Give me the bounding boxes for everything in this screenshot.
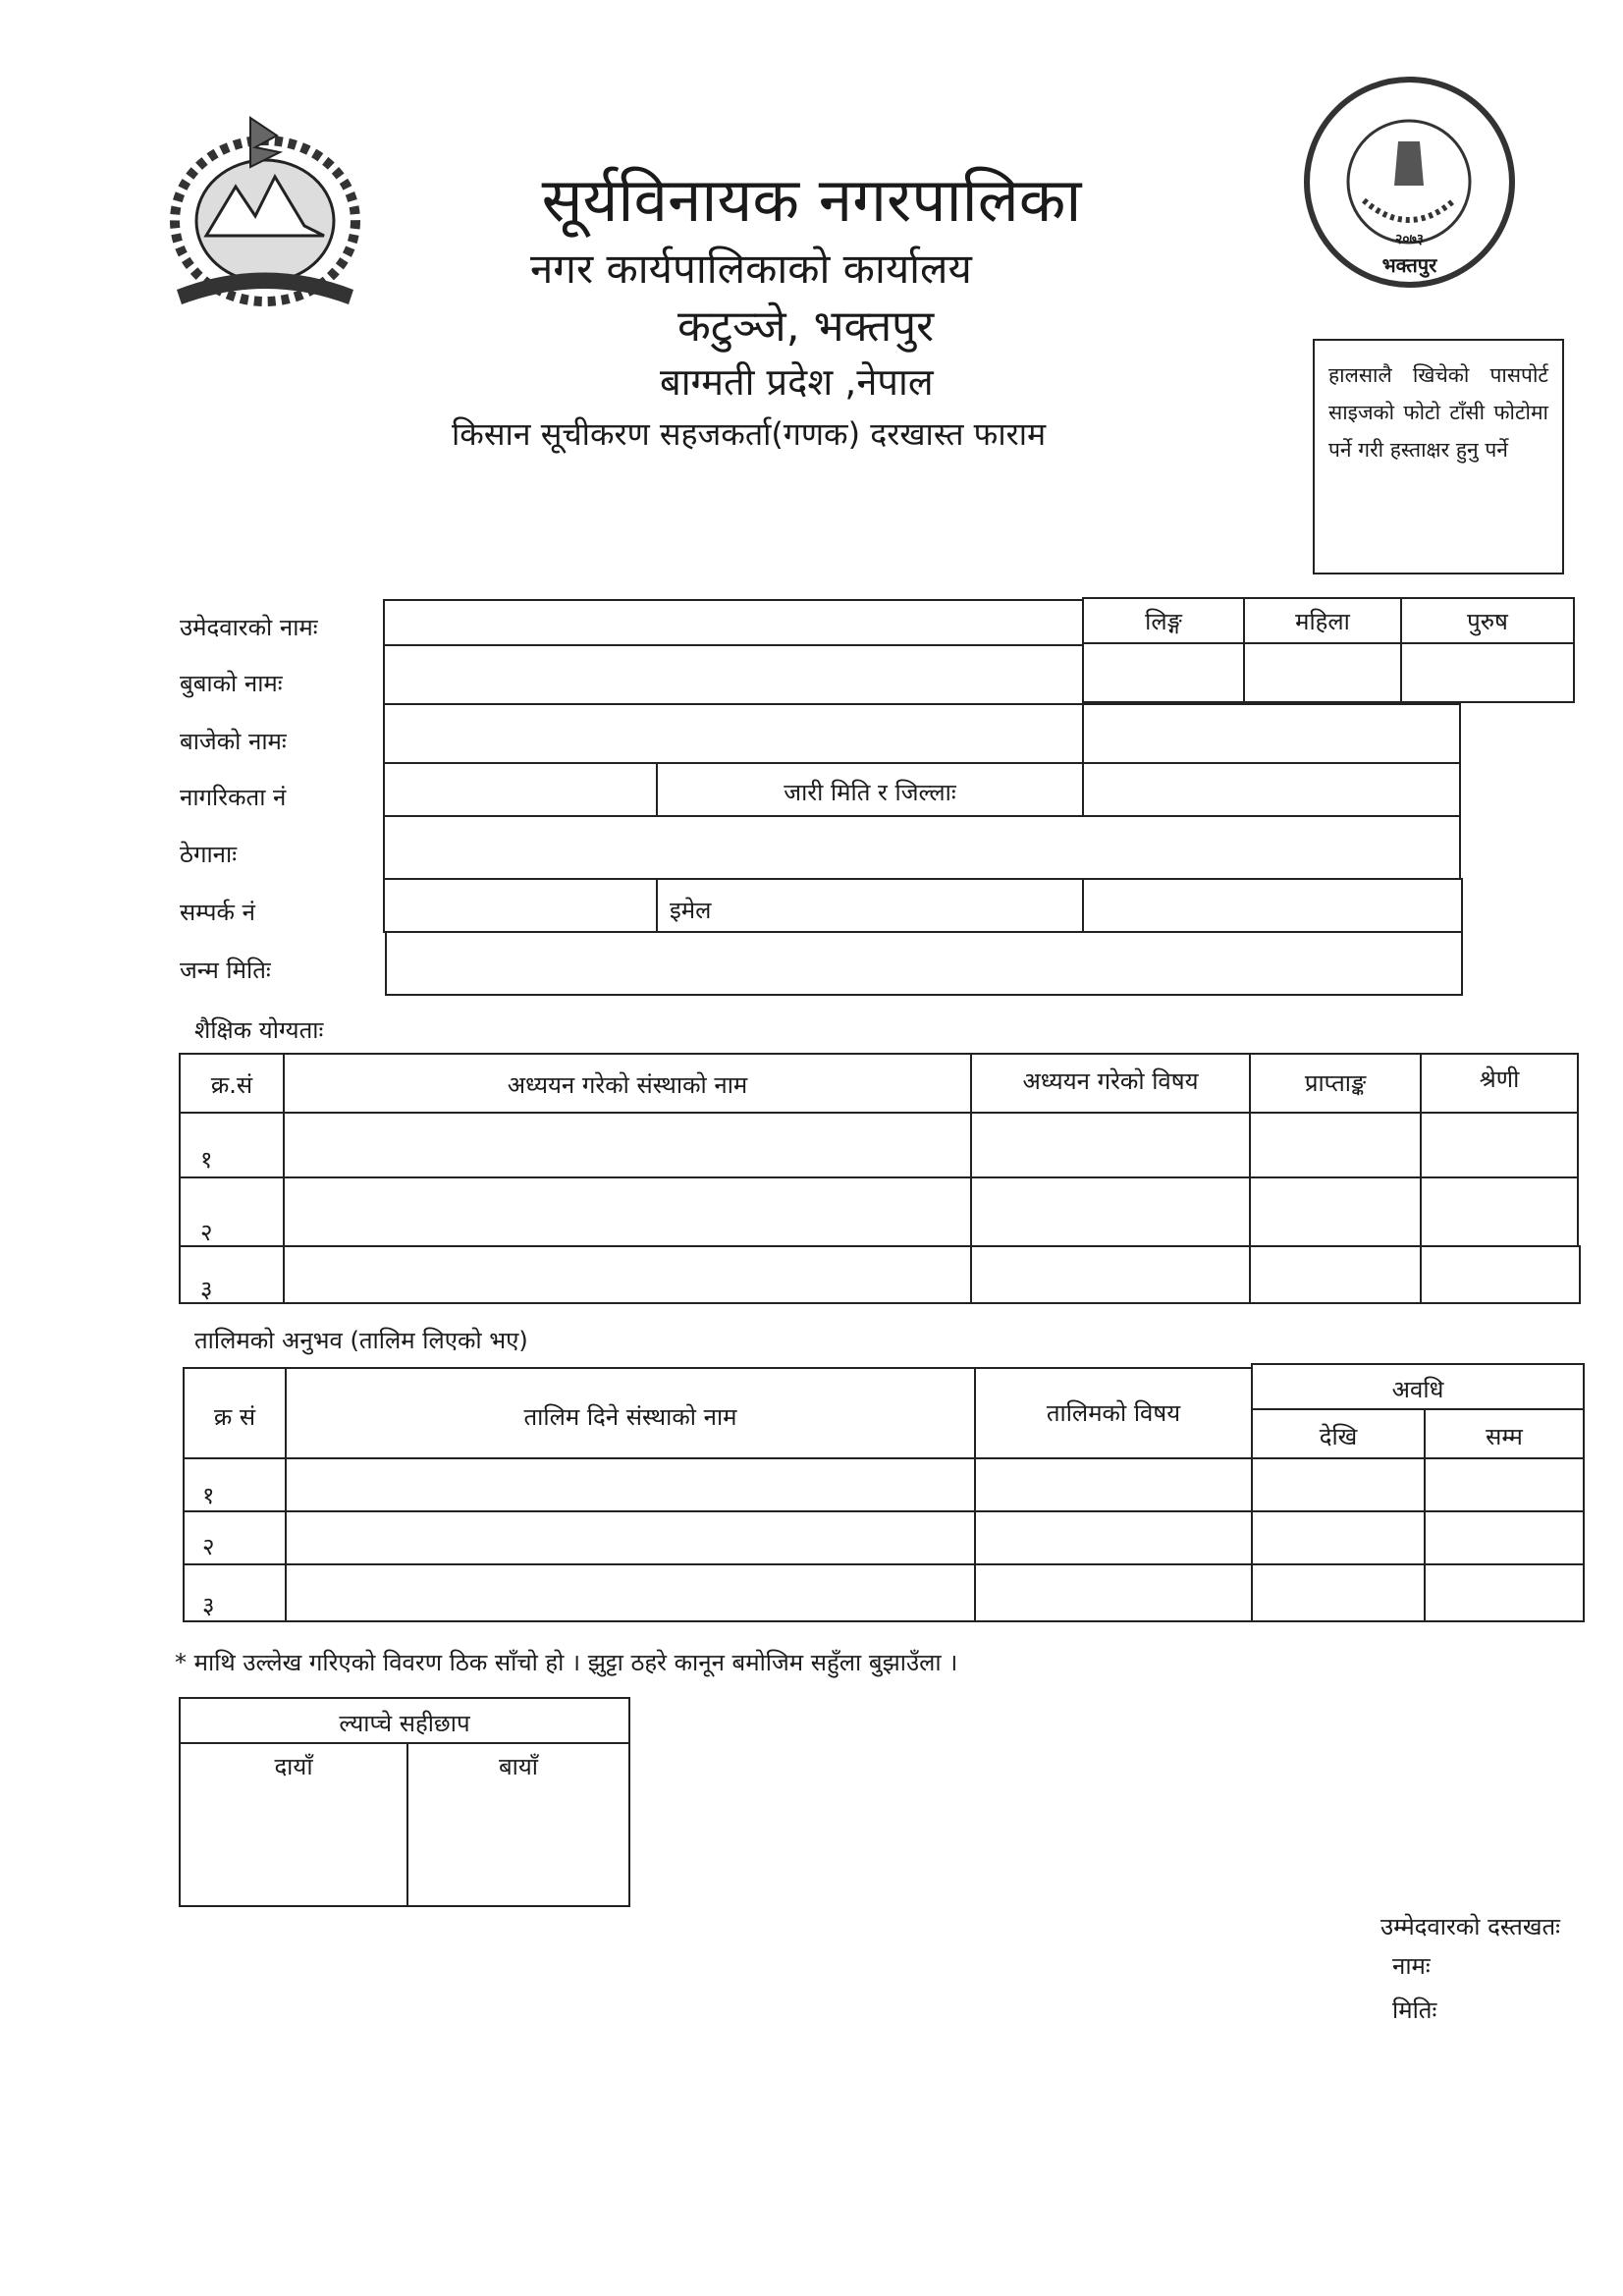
gender-label: लिङ्ग <box>1145 608 1182 635</box>
male-label-cell <box>1400 597 1575 644</box>
train-row-1-from[interactable] <box>1251 1457 1426 1512</box>
gender-field[interactable] <box>1082 642 1245 703</box>
dob-label: जन्म मितिः <box>180 957 271 984</box>
train-row-2-subject[interactable] <box>974 1510 1253 1565</box>
contact-field[interactable] <box>383 878 658 933</box>
train-row-2-to[interactable] <box>1424 1510 1585 1565</box>
edu-row-3-score[interactable] <box>1249 1245 1422 1304</box>
train-row-1-subject[interactable] <box>974 1457 1253 1512</box>
edu-header-sn: क्र.सं <box>179 1053 285 1114</box>
father-field[interactable] <box>383 644 1084 705</box>
province-title: बाग्मती प्रदेश ,नेपाल <box>660 360 934 404</box>
email-label: इमेल <box>670 897 712 924</box>
edu-row-3-sn: ३ <box>179 1245 285 1304</box>
train-row-2-from[interactable] <box>1251 1510 1426 1565</box>
edu-row-1-institution[interactable] <box>283 1112 972 1178</box>
address-field[interactable] <box>383 815 1461 880</box>
form-title: किसान सूचीकरण सहजकर्ता(गणक) दरखास्त फाराम <box>452 415 1047 453</box>
edu-row-3-subject[interactable] <box>970 1245 1251 1304</box>
name-field[interactable] <box>383 599 1084 646</box>
address-label: ठेगानाः <box>180 841 238 868</box>
female-label-cell <box>1243 597 1402 644</box>
location-title: कटुञ्जे, भक्तपुर <box>677 301 935 352</box>
edu-row-2-institution[interactable] <box>283 1176 972 1247</box>
train-row-1-to[interactable] <box>1424 1457 1585 1512</box>
edu-row-2-subject[interactable] <box>970 1176 1251 1247</box>
train-header-institution: तालिम दिने संस्थाको नाम <box>285 1367 976 1459</box>
train-header-to: सम्म <box>1424 1408 1585 1459</box>
seal-year: २०७३ <box>1394 232 1425 247</box>
grandfather-field[interactable] <box>383 703 1084 764</box>
edu-row-1-sn: १ <box>179 1112 285 1178</box>
declaration-text: * माथि उल्लेख गरिएको विवरण ठिक साँचो हो । झुट्टा ठहरे कानून बमोजिम सहुँला बुझाउँला । <box>175 1649 958 1676</box>
issue-label: जारी मिति र जिल्लाः <box>784 779 956 806</box>
municipality-title: सूर्यविनायक नगरपालिका <box>541 164 1082 236</box>
train-row-3-to[interactable] <box>1424 1563 1585 1622</box>
thumbprint-left-box[interactable]: बायाँ <box>406 1742 630 1907</box>
male-label: पुरुष <box>1467 608 1508 635</box>
train-header-subject: तालिमको विषय <box>974 1367 1253 1459</box>
father-label: बुबाको नामः <box>180 670 283 697</box>
thumbprint-title-cell: ल्याप्चे सहीछाप <box>179 1697 630 1744</box>
train-row-3-sn: ३ <box>183 1563 287 1622</box>
train-header-sn: क्र सं <box>183 1367 287 1459</box>
male-checkbox[interactable] <box>1400 642 1575 703</box>
train-row-2-sn: २ <box>183 1510 287 1565</box>
edu-header-subject: अध्ययन गरेको विषय <box>970 1053 1251 1114</box>
edu-row-2-division[interactable] <box>1420 1176 1579 1247</box>
photo-box[interactable]: हालसालै खिचेको पासपोर्ट साइजको फोटो टाँसी फोटोमा पर्ने गरी हस्ताक्षर हुनु पर्ने <box>1313 339 1564 574</box>
edu-header-division: श्रेणी <box>1420 1053 1579 1114</box>
train-row-3-institution[interactable] <box>285 1563 976 1622</box>
edu-header-institution: अध्ययन गरेको संस्थाको नाम <box>283 1053 972 1114</box>
education-heading: शैक्षिक योग्यताः <box>194 1016 324 1044</box>
edu-row-1-division[interactable] <box>1420 1112 1579 1178</box>
email-field[interactable] <box>1082 878 1463 933</box>
edu-row-1-score[interactable] <box>1249 1112 1422 1178</box>
signature-date-label: मितिः <box>1392 1996 1437 2024</box>
train-row-3-subject[interactable] <box>974 1563 1253 1622</box>
seal-text-bottom: भक्तपुर <box>1381 253 1437 277</box>
name-label: उमेदवारको नामः <box>180 614 318 641</box>
edu-row-3-division[interactable] <box>1420 1245 1581 1304</box>
edu-row-2-score[interactable] <box>1249 1176 1422 1247</box>
thumbprint-right-box[interactable]: दायाँ <box>179 1742 408 1907</box>
email-label-cell <box>656 878 1084 933</box>
contact-label: सम्पर्क नं <box>180 899 255 926</box>
grandfather-label: बाजेको नामः <box>180 728 287 755</box>
edu-header-score: प्राप्ताङ्क <box>1249 1053 1422 1114</box>
train-row-1-institution[interactable] <box>285 1457 976 1512</box>
female-checkbox[interactable] <box>1243 642 1402 703</box>
train-header-from: देखि <box>1251 1408 1426 1459</box>
signature-label: उम्मेदवारको दस्तखतः <box>1380 1913 1560 1941</box>
dob-field[interactable] <box>385 931 1463 996</box>
citizenship-field[interactable] <box>383 762 658 817</box>
train-row-1-sn: १ <box>183 1457 287 1512</box>
train-row-2-institution[interactable] <box>285 1510 976 1565</box>
female-label: महिला <box>1295 608 1350 635</box>
issue-label-cell <box>656 762 1084 817</box>
edu-row-3-institution[interactable] <box>283 1245 972 1304</box>
office-title: नगर कार्यपालिकाको कार्यालय <box>530 245 972 293</box>
gender-label-cell <box>1082 597 1245 644</box>
train-header-duration: अवधि <box>1251 1363 1585 1410</box>
issue-field[interactable] <box>1082 762 1461 817</box>
training-heading: तालिमको अनुभव (तालिम लिएको भए) <box>194 1327 528 1354</box>
signature-name-label: नामः <box>1392 1952 1431 1980</box>
edu-row-1-subject[interactable] <box>970 1112 1251 1178</box>
edu-row-2-sn: २ <box>179 1176 285 1247</box>
grandfather-extra-field[interactable] <box>1082 703 1461 764</box>
train-row-3-from[interactable] <box>1251 1563 1426 1622</box>
citizenship-label: नागरिकता नं <box>180 784 287 811</box>
